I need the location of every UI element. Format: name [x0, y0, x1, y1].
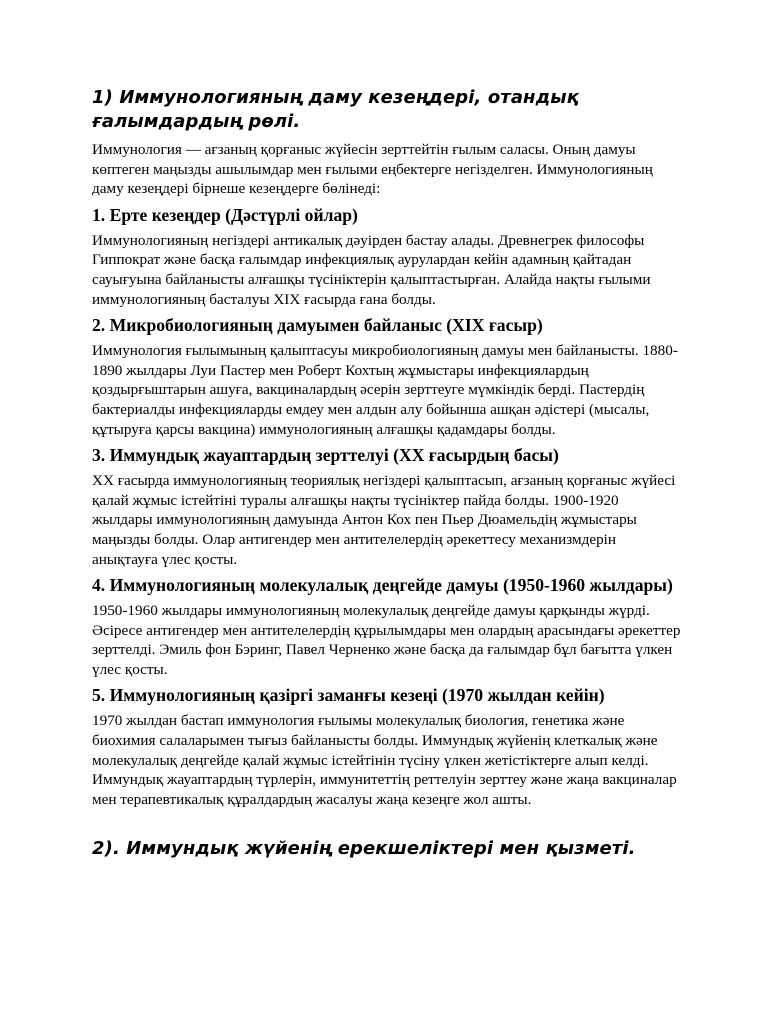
stage-1-text: Иммунологияның негіздері антикалық дәуірден бастау алады. Древнегрек философы Гиппократ және басқа ғалымдар инфекциялық аурулардан кейін адамның қайтадан сауығуына байланысты алғашқы түсініктерін қалыптастырған. Алайда нақты ғылыми иммунологияның басталуы XIX ғасырда ғана болды. — [92, 231, 651, 308]
stage-1-heading: 1. Ерте кезеңдер (Дәстүрлі ойлар) — [92, 204, 358, 225]
stage-4-text: 1950-1960 жылдары иммунологияның молекулалық деңгейде дамуы қарқынды жүрді. Әсіресе антигендер мен антителелердің құрылымдары мен олардың арасындағы әрекеттер зерттелді. Эмиль фон Бэринг, Павел Черненко және басқа да ғалымдар бұл бағытта үлкен үлес қосты. — [92, 602, 681, 678]
stage-4-heading: 4. Иммунологияның молекулалық деңгейде дамуы (1950-1960 жылдары) — [92, 575, 673, 596]
stage-2-text: Иммунология ғылымының қалыптасуы микробиологияның дамуы мен байланысты. 1880-1890 жылдары Луи Пастер мен Роберт Кохтың жұмыстары инфекциялардың қоздырғыштарын ашуға, вакциналардың әсерін зерттеуге мүмкіндік берді. Пастердің бактериалды инфекцияларды емдеу мен алдын алу бойынша ашқан әдістері (мысалы, құтыруға қарсы вакцина) иммунологияның алғашқы қадамдары болды. — [92, 342, 678, 438]
section-2-title: 2). Иммундық жүйенің ерекшеліктері мен қызметі. — [92, 838, 636, 860]
stage-3-text: XX ғасырда иммунологияның теориялық негіздері қалыптасып, ағзаның қорғаныс жүйесі қалай жұмыс істейтіні туралы алғашқы нақты түсініктер пайда болды. 1900-1920 жылдары иммунологияның дамуында Антон Кох пен Пьер Дюамельдің жұмыстары маңызды болды. Олар антигендер мен антителелердің әрекеттесу механизмдерін анықтауға үлес қосты. — [92, 472, 676, 568]
stage-5-text: 1970 жылдан бастап иммунология ғылымы молекулалық биология, генетика және биохимия салаларымен тығыз байланысты болды. Иммундық жүйенің клеткалық және молекулалық деңгейде қалай жұмыс істейтінін түсіну үлкен жетістіктерге алып келді. Иммундық жауаптардың түрлерін, иммунитеттің реттелуін зерттеу және жаңа вакциналар мен терапевтикалық құралдардың жасалуы жаңа кезеңге жол ашты. — [92, 712, 677, 808]
document-page — [92, 86, 682, 867]
section-1-intro: Иммунология — ағзаның қорғаныс жүйесін зерттейтін ғылым саласы. Оның дамуы көптеген маңызды ашылымдар мен ғылыми еңбектерге негізделген. Иммунологияның даму кезеңдері бірнеше кезеңдерге бөлінеді: — [92, 141, 653, 198]
section-1-title: 1) Иммунологияның даму кезеңдері, отандық ғалымдардың рөлі. — [92, 87, 579, 132]
stage-3-heading: 3. Иммундық жауаптардың зерттелуі (XX ғасырдың басы) — [92, 445, 559, 466]
stage-2-heading: 2. Микробиологияның дамуымен байланыс (XIX ғасыр) — [92, 315, 543, 336]
stage-5-heading: 5. Иммунологияның қазіргі заманғы кезеңі (1970 жылдан кейін) — [92, 685, 605, 706]
